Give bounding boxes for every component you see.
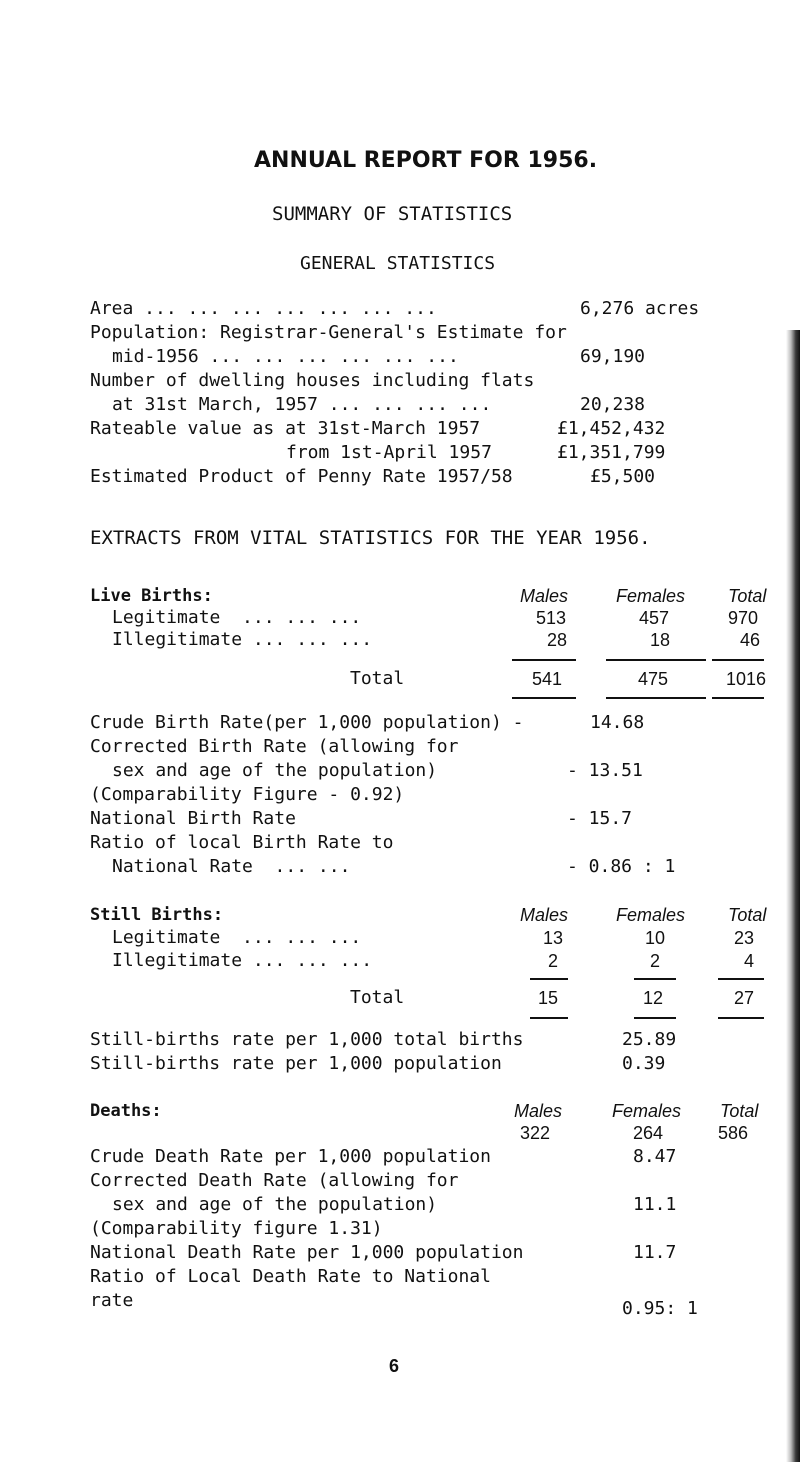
- rateable-value-march: £1,452,432: [557, 418, 666, 439]
- still-births-females-total-rule: [634, 1017, 676, 1019]
- summary-heading: SUMMARY OF STATISTICS: [272, 203, 513, 225]
- national-death-rate-label: National Death Rate per 1,000 population: [90, 1242, 524, 1263]
- scan-binding-edge: [786, 330, 800, 1462]
- corrected-birth-rate-label-cont: sex and age of the population): [112, 760, 438, 781]
- live-births-heading: Live Births:: [90, 586, 213, 606]
- still-births-rate-births-label: Still-births rate per 1,000 total births: [90, 1029, 524, 1050]
- national-death-rate-value: 11.7: [633, 1242, 677, 1263]
- death-ratio-label-cont: rate: [90, 1290, 134, 1311]
- penny-rate-value: £5,500: [590, 466, 656, 487]
- still-births-rate-births-value: 25.89: [622, 1029, 677, 1050]
- area-value: 6,276 acres: [580, 298, 700, 319]
- still-births-legitimate-label: Legitimate ... ... ...: [112, 927, 362, 948]
- deaths-males-value: 322: [520, 1123, 551, 1143]
- dwellings-value: 20,238: [580, 394, 646, 415]
- still-births-males-header: Males: [520, 905, 569, 925]
- population-label-cont: mid-1956 ... ... ... ... ... ...: [112, 346, 459, 367]
- national-birth-rate-value: - 15.7: [567, 808, 633, 829]
- deaths-females-value: 264: [633, 1123, 664, 1143]
- live-births-total-label: Total: [350, 668, 405, 689]
- death-ratio-value: 0.95: 1: [622, 1298, 698, 1319]
- live-births-legitimate-males: 513: [536, 608, 567, 628]
- still-births-total-total-rule: [718, 1017, 764, 1019]
- live-births-illegitimate-total: 46: [740, 630, 761, 650]
- live-births-total-total-rule: [712, 697, 764, 699]
- corrected-birth-rate-value: - 13.51: [567, 760, 643, 781]
- live-births-legitimate-label: Legitimate ... ... ...: [112, 607, 362, 628]
- crude-birth-rate-label: Crude Birth Rate(per 1,000 population) -: [90, 712, 524, 733]
- still-births-rate-pop-label: Still-births rate per 1,000 population: [90, 1053, 502, 1074]
- still-births-heading: Still Births:: [90, 905, 224, 925]
- corrected-death-rate-value: 11.1: [633, 1194, 677, 1215]
- still-births-total-total: 27: [734, 988, 755, 1008]
- live-births-total-header: Total: [728, 586, 767, 606]
- death-ratio-label: Ratio of Local Death Rate to National: [90, 1266, 491, 1287]
- national-birth-rate-label: National Birth Rate: [90, 808, 296, 829]
- still-births-total-rule: [718, 978, 764, 980]
- crude-death-rate-label: Crude Death Rate per 1,000 population: [90, 1146, 491, 1167]
- birth-ratio-label: Ratio of local Birth Rate to: [90, 832, 394, 853]
- rateable-value-april: £1,351,799: [557, 442, 666, 463]
- live-births-males-total-rule: [512, 697, 576, 699]
- live-births-females-total-rule: [606, 697, 706, 699]
- deaths-total-header: Total: [720, 1101, 759, 1121]
- live-births-total-rule: [712, 659, 764, 661]
- live-births-females-header: Females: [616, 586, 686, 606]
- deaths-heading: Deaths:: [90, 1101, 162, 1121]
- dwellings-label: Number of dwelling houses including flats: [90, 370, 535, 391]
- still-births-total-label: Total: [350, 987, 405, 1008]
- corrected-death-rate-label: Corrected Death Rate (allowing for: [90, 1170, 459, 1191]
- deaths-males-header: Males: [514, 1101, 563, 1121]
- still-births-illegitimate-total: 4: [744, 951, 755, 971]
- population-value: 69,190: [580, 346, 646, 367]
- rateable-label: Rateable value as at 31st-March 1957: [90, 418, 481, 439]
- still-births-total-females: 12: [643, 988, 664, 1008]
- dwellings-label-cont: at 31st March, 1957 ... ... ... ...: [112, 394, 492, 415]
- live-births-males-rule: [512, 659, 576, 661]
- still-births-illegitimate-label: Illegitimate ... ... ...: [112, 950, 373, 971]
- still-births-illegitimate-females: 2: [650, 951, 661, 971]
- still-births-females-header: Females: [616, 905, 686, 925]
- crude-birth-rate-value: 14.68: [590, 712, 645, 733]
- live-births-legitimate-total: 970: [728, 608, 759, 628]
- death-comparability-figure: (Comparability figure 1.31): [90, 1218, 383, 1239]
- deaths-total-value: 586: [718, 1123, 749, 1143]
- report-title: ANNUAL REPORT FOR 1956.: [254, 148, 598, 173]
- still-births-total-header: Total: [728, 905, 767, 925]
- birth-ratio-value: - 0.86 : 1: [567, 856, 676, 877]
- corrected-birth-rate-label: Corrected Birth Rate (allowing for: [90, 736, 459, 757]
- still-births-legitimate-males: 13: [543, 928, 564, 948]
- penny-rate-label: Estimated Product of Penny Rate 1957/58: [90, 466, 513, 487]
- still-births-females-rule: [634, 978, 676, 980]
- extracts-heading: EXTRACTS FROM VITAL STATISTICS FOR THE YEAR 1956.: [90, 527, 651, 549]
- still-births-rate-pop-value: 0.39: [622, 1053, 666, 1074]
- live-births-illegitimate-females: 18: [650, 630, 671, 650]
- live-births-illegitimate-label: Illegitimate ... ... ...: [112, 629, 373, 650]
- live-births-females-rule: [606, 659, 706, 661]
- birth-comparability-figure: (Comparability Figure - 0.92): [90, 784, 405, 805]
- still-births-males-rule: [530, 978, 568, 980]
- live-births-total-females: 475: [638, 669, 669, 689]
- area-label: Area ... ... ... ... ... ... ...: [90, 298, 437, 319]
- live-births-legitimate-females: 457: [639, 608, 670, 628]
- still-births-legitimate-females: 10: [645, 928, 666, 948]
- live-births-males-header: Males: [520, 586, 569, 606]
- still-births-legitimate-total: 23: [734, 928, 755, 948]
- page-number: 6: [389, 1356, 400, 1376]
- rateable-label-april: from 1st-April 1957: [286, 442, 492, 463]
- deaths-females-header: Females: [612, 1101, 682, 1121]
- still-births-total-males: 15: [538, 988, 559, 1008]
- live-births-illegitimate-males: 28: [547, 630, 568, 650]
- birth-ratio-label-cont: National Rate ... ...: [112, 856, 351, 877]
- still-births-illegitimate-males: 2: [548, 951, 559, 971]
- population-label: Population: Registrar-General's Estimate for: [90, 322, 567, 343]
- live-births-total-total: 1016: [726, 669, 767, 689]
- general-statistics-heading: GENERAL STATISTICS: [300, 253, 496, 274]
- corrected-death-rate-label-cont: sex and age of the population): [112, 1194, 438, 1215]
- still-births-males-total-rule: [530, 1017, 568, 1019]
- live-births-total-males: 541: [532, 669, 563, 689]
- crude-death-rate-value: 8.47: [633, 1146, 677, 1167]
